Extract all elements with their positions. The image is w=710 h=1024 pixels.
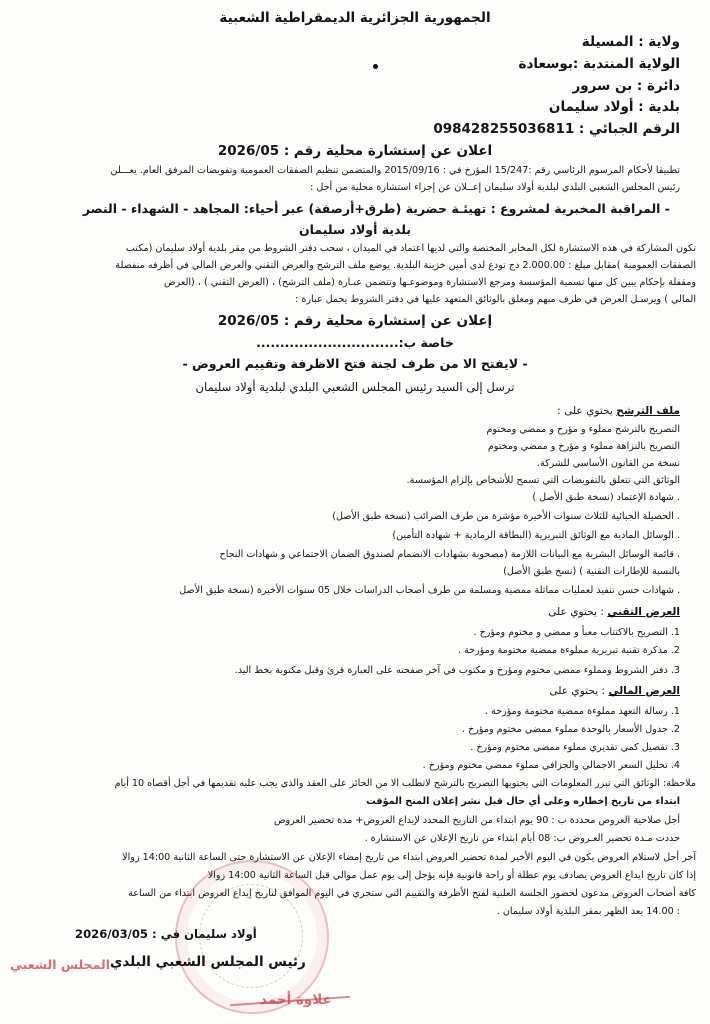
candidacy-item-10: . شهادات حسن تنفيذ لعمليات مماثلة ممضية ومسلمة من طرف أصحاب الدراسات خلال 05 سنوات الأخيرة (نسخة طبق الأصل bbox=[179, 585, 680, 596]
technical-contains: : يحتوي على bbox=[548, 606, 604, 618]
financial-contains: : يحتوي على bbox=[549, 685, 606, 697]
deadline-line-2: إذا كان تاريخ ايداع العروض يصادف يوم عطلة أو راحة قانونية فإنه يؤجل إلى يوم عمل موالي قبل الساعة الثانية 14:00 زوالا bbox=[207, 870, 696, 881]
technical-item-2: 2. مذكرة تقنية تبريرية مملوءة ممضية مختومة ومؤرخة . bbox=[457, 645, 680, 656]
delegated-wilaya-line: الولاية المنتدبة :بوسعادة bbox=[518, 56, 680, 72]
body-line-4: المالي ) ويرسـل العرض في ظرف مبهم ومغلق بالوثائق المتعهد عليها في دفتر الشروط يحمل عبارة : bbox=[295, 294, 696, 305]
technical-item-3: 3. دفتر الشروط ومملوء ممضي مختوم ومؤرخ و مكتوب في آخر صفحته على العبارة قرئ وقبل مكتوبة بخط اليد. bbox=[234, 665, 680, 676]
candidacy-item-9: بالنسبة للإطارات التقنية ) (نسخ طبق الأصل) bbox=[503, 566, 680, 577]
financial-item-3: 3. تفصيل كمي تقديري مملوء ممضي مختوم ومؤرخ . bbox=[470, 742, 680, 753]
deadline-line-1: آخر أجل لاستلام العروض يكون في اليوم الأخير لمدة تحضير العروض ابتداء من تاريخ إمضاء الإعلان عن الاستشارة حتى الساعة الثانية 14:00 زوالا bbox=[122, 852, 696, 863]
candidacy-item-5: . شهادة الإعتماد (نسخة طبق الأصل ) bbox=[532, 492, 680, 503]
do-not-open-line: - لايفتح الا من طرف لجنة فتح الاظرفة وتقييم العروض - bbox=[182, 356, 528, 371]
invite-line-2: : 14.00 بعد الظهر بمقر البلدية أولاد سليمان . bbox=[496, 906, 680, 917]
validity-line: أجل صلاحية العروض محددة ب : 90 يوم ابتداء من التاريخ المحدد لإيداع العروض+ مدة تحضير العروض bbox=[273, 815, 680, 826]
body-line-2: الصفقات العمومية )مقابل مبلغ : 2.000.00 دج تودع لدى أمين خزينة البلدية. يوضع ملف الترشح والعرض التقني والعرض المالي في أظرفه منفصلة bbox=[115, 260, 696, 271]
note-line-2: ابتداء من تاريخ إخطاره وعلى أي حال قبل نشر إعلان المنح المؤقت bbox=[366, 796, 680, 807]
financial-item-2: 2. جدول الأسعار بالوحدة مملوء ممضي مختوم ومؤرخ . bbox=[461, 724, 680, 735]
note-line-1: ملاحظة: الوثائق التي تبرر المعلومات التي يحتويها التصريح بالترشح لاتطلب الا من الحائز على العقد والذي يجب عليه تقديمها في أجل أقصاه 10 أيام bbox=[114, 778, 696, 789]
financial-item-4: 4. تحليل السعر الاجمالي والجزافي مملوء ممضي مختوم ومؤرخ . bbox=[422, 760, 680, 771]
candidacy-item-6: . الحصيلة الجبائية للثلاث سنوات الأخيرة مؤشرة من طرف الضرائب (نسخة طبق الأصل) bbox=[332, 511, 680, 522]
prep-line: حددت مـدة تحضير العـروض ب: 08 أيام ابتداء من تاريخ الإعلان عن الاستشارة . bbox=[364, 833, 680, 844]
candidacy-item-4: الوثائق التي تتعلق بالتفويضات التي تسمح للأشخاص بإلزام المؤسسة. bbox=[406, 475, 680, 486]
candidacy-item-1: التصريح بالترشح مملوء و مؤرخ و ممضي ومختوم bbox=[486, 424, 680, 435]
candidacy-heading: ملف الترشح bbox=[616, 405, 680, 417]
financial-heading-row bbox=[549, 685, 680, 697]
body-line-3: ومقفلة بإحكام يبين كل منها تسمية المؤسسة ومرجع الاستشارة وموضوعـها وتتضمن عبـارة (ملف الترشح) ، (العرض التقني ) ، (العرض bbox=[163, 277, 696, 288]
candidacy-heading-row bbox=[557, 405, 680, 417]
financial-heading: العرض المالي bbox=[608, 685, 680, 697]
stamp-name: علاوة أحمد bbox=[260, 992, 332, 1008]
send-to-line: ترسل إلى السيد رئيس المجلس الشعبي البلدي لبلدية أولاد سليمان bbox=[195, 380, 515, 394]
candidacy-item-3: نسخة من القانون الأساسي للشركة. bbox=[536, 458, 680, 469]
candidacy-item-7: . الوسائل المادية مع الوثائق التبريرية (البطاقة الرمادية + شهادة التأمين) bbox=[392, 530, 680, 541]
republic-title: الجمهورية الجزائرية الديمقراطية الشعبية bbox=[219, 10, 491, 26]
body-line-1: تكون المشاركة في هذه الاستشارة لكل المخابر المختصة والتي لديها اعتماد في الميدان ، سحب دفتر الشروط من مقر بلدية أولاد سليمان (مكتب bbox=[125, 243, 696, 254]
ink-dot bbox=[373, 64, 378, 69]
technical-item-1: 1. التصريح بالاكتتاب معبأ و ممضي و مختوم ومؤرخ . bbox=[473, 627, 680, 638]
special-line: خاصة ب:.............................. bbox=[256, 335, 454, 350]
project-line-1: - المراقبة المخبرية لمشروع : تهيئـة حضرية (طرق+أرصفة) عبر أحياء: المجاهد - الشهداء - النصر bbox=[82, 201, 670, 216]
commune-line: بلدية : أولاد سليمان bbox=[548, 99, 680, 115]
tax-number-line: الرقم الجبائي : 098428255036811 bbox=[433, 121, 680, 137]
daira-line: دائرة : بن سرور bbox=[572, 78, 680, 94]
stamp-line: المجلس الشعبي bbox=[10, 957, 110, 972]
preamble-line-1: تطبيقا لأحكام المرسوم الرئاسي رقم :15/247 المؤرخ في : 2015/09/16 والمتضمن تنظيم الصفقات العمومية وتفويضات المرفق العام. يعـــلن bbox=[110, 165, 680, 176]
signature-title: رئيس المجلس الشعبي البلدي bbox=[110, 954, 306, 970]
project-line-2: بلدية أولاد سليمان bbox=[298, 222, 411, 237]
technical-heading: العرض التقني bbox=[607, 606, 680, 618]
candidacy-contains: يحتوي على : bbox=[557, 405, 613, 417]
wilaya-line: ولاية : المسيلة bbox=[581, 34, 680, 50]
financial-item-1: 1. رسالة التعهد مملوءة ممضية مختومة ومؤرخة . bbox=[484, 706, 680, 717]
preamble-line-2: رئيس المجلس الشعبي البلدي لبلدية أولاد سليمان إعــلان عن إجراء استشارة محلية من أجل : bbox=[310, 182, 680, 193]
envelope-title: إعلان عن إستشارة محلية رقم : 2026/05 bbox=[217, 313, 493, 329]
candidacy-item-2: التصريح بالنزاهة مملوء و مؤرخ و ممضي ومختوم bbox=[487, 441, 680, 452]
place-date: أولاد سليمان في : 2026/03/05 bbox=[75, 927, 257, 941]
invite-line-1: كافة أصحاب العروض مدعون لحضور الجلسة العلنية لفتح الأظرفة والتقييم التي ستجري في اليوم الموافق لتاريخ إيداع العروض ابتداء من الساعة bbox=[128, 888, 696, 899]
notice-title: اعلان عن إستشارة محلية رقم : 2026/05 bbox=[217, 143, 493, 159]
candidacy-item-8: . قائمة الوسائل البشرية مع البيانات اللازمة (مصحوبة بشهادات الانضمام لصندوق الضمان الاجتماعي و شهادات النجاح bbox=[219, 549, 680, 560]
technical-heading-row bbox=[548, 606, 680, 618]
